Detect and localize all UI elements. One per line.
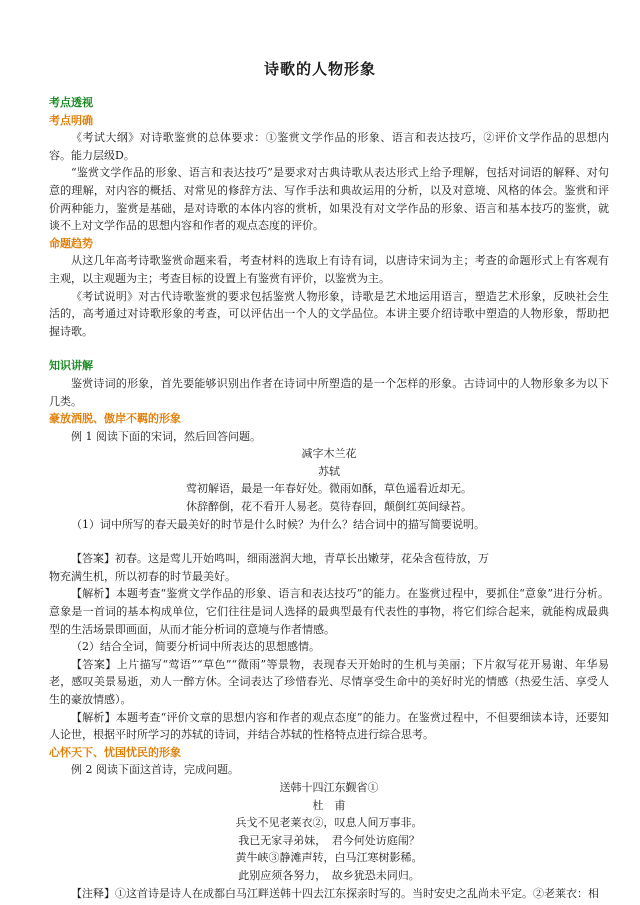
example-1-prompt: 例 1 阅读下面的宋词，然后回答问题。 [71,429,261,443]
document-body [49,94,609,902]
poem-1-line-1: 莺初解语，最是一年春好处。微雨如酥，草色遥看近却无。 [186,482,472,496]
paragraph-appreciation-requirements: “鉴赏文学作品的形象、语言和表达技巧”是要求对古典诗歌从表达形式上给予理解，包括对词语的解释、对句意的理解，对内容的概括、对常见的修辞方法、写作手法和典故运用的分析，以及对意境、风格的体会。鉴赏和评价两种能力，鉴赏是基础，是对诗歌的本体内容的赏析，如果没有对文学作品的形象、语言和基本技巧的鉴赏，就谈不上对文学作品的思想内容和作者的观点态度的评价。 [49,166,609,233]
poem-2-line-3: 黄牛峡③静滩声转，白马江寒树影稀。 [235,851,423,865]
question-2: （2）结合全词，简要分析词中所表达的思想感情。 [71,640,320,654]
poem-2-line-1: 兵戈不见老莱衣②，叹息人间万事非。 [235,816,423,830]
poem-2-line-4: 此别应须各努力， 故乡犹恐未同归。 [238,868,420,882]
poem-2-author: 杜 甫 [312,798,346,812]
poem-1-author: 苏轼 [318,464,340,478]
poem-1-title: 减字木兰花 [301,447,357,461]
analysis-1: 【解析】本题考查“鉴赏文学作品的形象、语言和表达技巧”的能力。在鉴赏过程中，要抓住“意象”进行分析。意象是一首词的基本构成单位，它们往往是词人选择的最典型最有代表性的事物，将它们综合起来，就能构成最典型的生活场景即画面，从而才能分析词的意境与作者情感。 [49,587,609,636]
poem-2-line-2: 我已无家寻弟妹， 君今何处访庭闱？ [238,833,420,847]
paragraph-exam-description: 《考试说明》对古代诗歌鉴赏的要求包括鉴赏人物形象，诗歌是艺术地运用语言，塑造艺术形象，反映社会生活的，高考通过对诗歌形象的考查，可以评估出一个人的文学品位。本讲主要介绍诗歌中塑造的人物形象，帮助把握诗歌。 [49,289,609,338]
paragraph-trend: 从这几年高考诗歌鉴赏命题来看，考查材料的选取上有诗有词，以唐诗宋词为主；考查的命题形式上有客观有主观，以主观题为主；考查目标的设置上有鉴赏有评价，以鉴赏为主。 [49,254,609,285]
analysis-2: 【解析】本题考查“评价文章的思想内容和作者的观点态度”的能力。在鉴赏过程中，不但要细读本诗，还要知人论世，根据平时所学习的苏轼的诗词，并结合苏轼的性格特点进行综合思考。 [49,710,609,742]
section-heading-youguo-xingxiang: 心怀天下、忧国忧民的形象 [49,745,181,759]
section-heading-kaodian-toushi: 考点透视 [49,96,93,109]
answer-2: 【答案】上片描写“莺语”“草色”“微雨”等景物，表现春天开始时的生机与美丽；下片叙写花开易谢、年华易老，感叹美景易逝，劝人一醉方休。全词表达了珍惜春光、尽情享受生命中的美好时光的情感（热爱生活、享受人生的豪放情感）。 [49,657,609,706]
poem-1-line-2: 休辞醉倒，花不看开人易老。莫待春回，颠倒红英间绿苔。 [186,500,472,514]
answer-1-line-2: 物充满生机，所以初春的时节最美好。 [49,569,236,583]
section-heading-haofang-xingxiang: 豪放洒脱、傲岸不羁的形象 [49,412,181,426]
question-1: （1）词中所写的春天最美好的时节是什么时候？为什么？结合词中的描写简要说明。 [71,517,485,531]
section-heading-mingti-qushi: 命题趋势 [49,236,93,250]
section-heading-kaodian-mingque: 考点明确 [49,113,93,127]
poem-2-title: 送韩十四江东觐省① [279,780,379,794]
annotation-2: 【注释】①这首诗是诗人在成都白马江畔送韩十四去江东探亲时写的。当时安史之乱尚未平定。②老莱衣：相 [71,886,599,900]
document-title: 诗歌的人物形象 [263,60,376,78]
example-2-prompt: 例 2 阅读下面这首诗，完成问题。 [71,763,239,777]
section-heading-zhishi-jiangjie: 知识讲解 [49,359,93,373]
paragraph-knowledge-intro: 鉴赏诗词的形象，首先要能够识别出作者在诗词中所塑造的是一个怎样的形象。古诗词中的人物形象多为以下几类。 [49,376,609,408]
paragraph-exam-outline: 《考试大纲》对诗歌鉴赏的总体要求：①鉴赏文学作品的形象、语言和表达技巧，②评价文学作品的思想内容。能力层级D。 [49,131,609,162]
answer-1-line-1: 【答案】初春。这是莺儿开始鸣叫，细雨滋润大地，青草长出嫩芽，花朵含苞待放，万 [71,552,489,566]
spacer [49,533,609,550]
spacer [49,340,609,357]
